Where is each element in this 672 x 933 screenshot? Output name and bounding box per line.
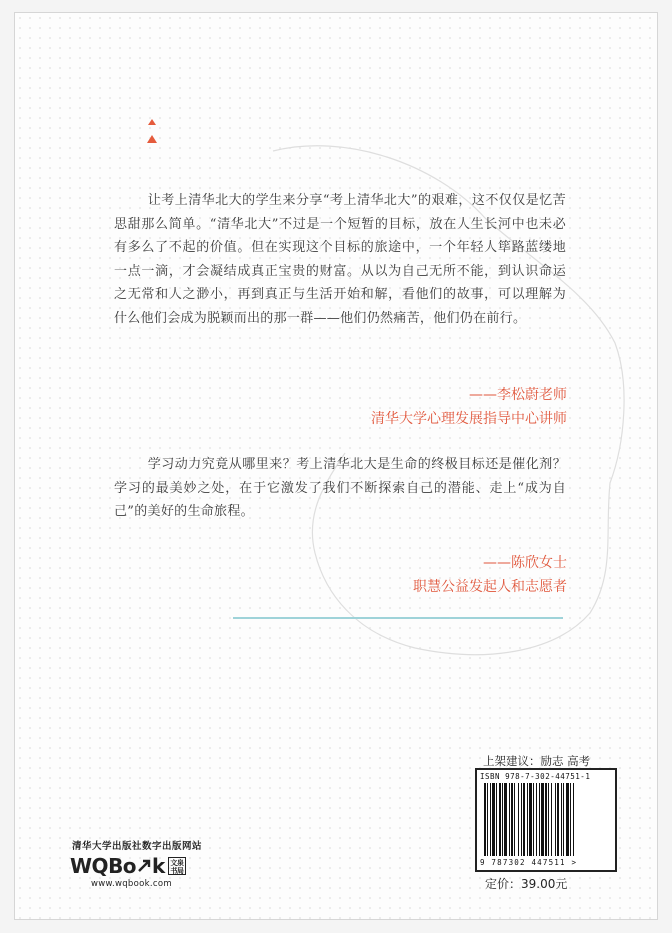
shelf-suggestion: 上架建议：励志 高考 [483,754,591,768]
endorsement-paragraph-2: 学习动力究竟从哪里来？考上清华北大是生命的终极目标还是催化剂？学习的最美妙之处，在于它激发了我们不断探索自己的潜能、走上“成为自己”的美好的生命旅程。 [114,457,566,519]
isbn-barcode [475,768,617,872]
triangle-icon [147,135,157,143]
publisher-site-name: 清华大学出版社数字出版网站 [72,841,203,852]
triangle-icon [148,119,156,125]
price-label: 定价：39.00元 [485,877,568,891]
publisher-url: www.wqbook.com [91,879,172,889]
divider-line [233,617,563,619]
barcode-icon [484,783,608,856]
logo-text-left: WQBo [70,854,137,878]
endorser-title: 清华大学心理发展指导中心讲师 [371,411,567,427]
book-back-cover [14,12,658,920]
endorser-name: ——陈欣女士 [483,555,567,571]
endorsement-paragraph-1: 让考上清华北大的学生来分享“考上清华北大”的艰难，这不仅仅是忆苦思甜那么简单。“清华北大”不过是一个短暂的目标，放在人生长河中也未必有多么了不起的价值。但在实现这个目标的旅途中，一个年轻人筚路蓝缕地一点一滴，才会凝结成真正宝贵的财富。从以为自己无所不能，到认识命运之无常和人之渺小，再到真正与生活开始和解，看他们的故事，可以理解为什么他们会成为脱颖而出的那一群——他们仍然痛苦，他们仍在前行。 [114,193,566,326]
endorser-name: ——李松蔚老师 [469,387,567,403]
endorsement-attribution-1 [371,383,567,431]
endorsement-attribution-2 [413,551,567,599]
publisher-stamp: 文泉书局 [168,857,186,875]
isbn-number: ISBN 978-7-302-44751-1 [480,772,591,781]
logo-text-right: k [152,854,165,878]
endorser-title: 职慧公益发起人和志愿者 [413,579,567,595]
wqbook-logo [70,851,186,881]
arrow-icon [137,859,151,873]
ean-digits: 9 787302 447511 > [480,858,578,867]
